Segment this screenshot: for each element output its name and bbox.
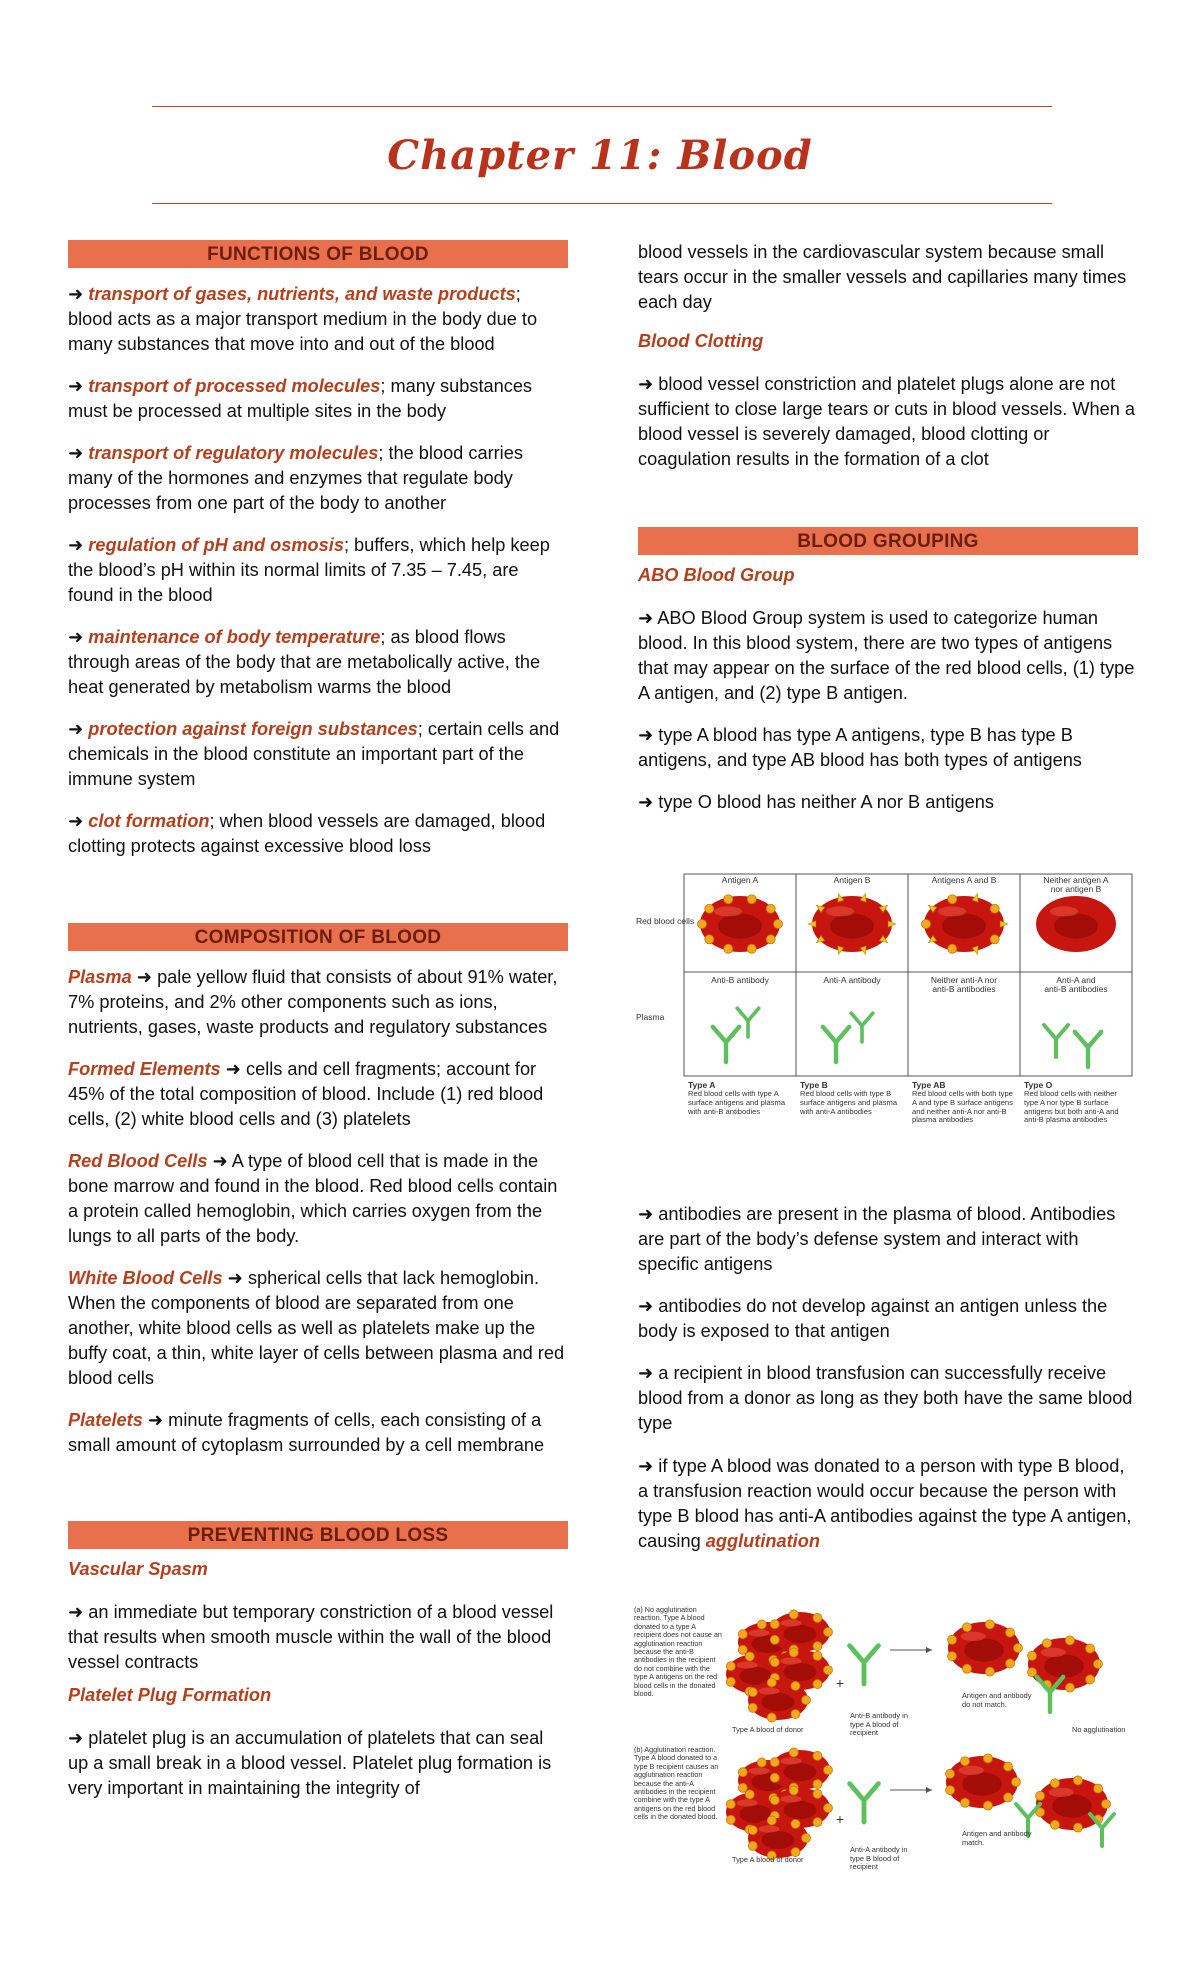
list-item: ➜ transport of gases, nutrients, and waste products; blood acts as a major transport medium in the body due to many substances that move into and out of the blood (68, 284, 538, 354)
antigen-b (888, 921, 896, 927)
blood-type-label: Type A (688, 1080, 716, 1090)
antigen-a (770, 1773, 779, 1782)
antigen-a (770, 1758, 779, 1767)
grouping-bullets-a (638, 606, 1138, 815)
antigen-a (948, 895, 957, 904)
row-label-plasma: Plasma (636, 1012, 665, 1022)
antigen-a (726, 1800, 735, 1809)
antigen-b (1000, 921, 1008, 927)
antigen-a (946, 1786, 955, 1795)
antigen-a (946, 1769, 955, 1778)
list-item-text: ; many substances must be processed at multiple sites in the body (68, 376, 533, 421)
antigen-a (824, 1628, 833, 1637)
antigen-a (791, 1681, 800, 1690)
list-item: ➜ transport of regulatory molecules; the blood carries many of the hormones and enzymes that regulate body processes from one part of the body to another (68, 443, 523, 513)
antigen-a (824, 1666, 833, 1675)
antigen-a (802, 1696, 811, 1705)
agglutination-figure (632, 1604, 1172, 1872)
left-column (68, 240, 568, 1801)
abo-title: ABO Blood Group (638, 565, 795, 585)
blood-type-label: Type O (1024, 1080, 1053, 1090)
list-item-text: ; the blood carries many of the hormones and enzymes that regulate body processes from one part of the body to another (68, 443, 523, 513)
list-item-term: protection against foreign substances (88, 719, 418, 739)
antigen-label: Antigen B (833, 875, 871, 885)
platelet-plug-text: ➜ platelet plug is an accumulation of platelets that can seal up a small break in a blood vessel. Platelet plug formation is very important in maintaining the integrity of (68, 1728, 552, 1798)
list-item-term: Formed Elements (68, 1059, 221, 1079)
antigen-a (1004, 1793, 1013, 1802)
antigen-a (747, 944, 756, 953)
antibody-label: Anti-A antibody (823, 975, 881, 985)
antigen-a (698, 920, 707, 929)
blood-type-label: Type B (800, 1080, 828, 1090)
list-item: Platelets ➜ minute fragments of cells, each consisting of a small amount of cytoplasm surrounded by a cell membrane (68, 1410, 545, 1455)
antigen-a (1086, 1644, 1095, 1653)
svg-text:+: + (835, 1811, 845, 1827)
antigen-a (1051, 1779, 1060, 1788)
list-item-term: clot formation (88, 811, 210, 831)
antigen-a (1051, 1820, 1060, 1829)
figure-label: Type A blood of donor (732, 1725, 804, 1734)
antigen-a (824, 1766, 833, 1775)
antigen-a (1028, 1651, 1037, 1660)
antigen-a (961, 1798, 970, 1807)
antibody-label: anti-B antibodies (1044, 984, 1108, 994)
antigen-a (738, 1630, 747, 1639)
svg-text:+: + (835, 1675, 845, 1691)
figure-label: Antigen and antibody do not match. (962, 1691, 1032, 1709)
antibody-label: Anti-A and (1056, 975, 1096, 985)
antigen-a (705, 904, 714, 913)
list-item-text: cells and cell fragments; account for 45% of the total composition of blood. Include (1) red blood cells, (2) white blood cells and (3) platelets (68, 1059, 544, 1129)
list-item-term: Platelets (68, 1410, 143, 1430)
antigen-a (1073, 1776, 1082, 1785)
antigen-a (1094, 1784, 1103, 1793)
list-item-text: ; buffers, which help keep the blood’s pH within its normal limits of 7.35 – 7.45, are found in the blood (68, 535, 550, 605)
list-item-term: transport of gases, nutrients, and waste products (88, 284, 516, 304)
antigen-a (1012, 1778, 1021, 1787)
antigen-a (757, 1758, 766, 1767)
antigen-a (813, 1651, 822, 1660)
antibody (850, 1646, 879, 1684)
row-label-rbc: Red blood cells (636, 916, 695, 926)
list-item-text: ; when blood vessels are damaged, blood clotting protects against excessive blood loss (68, 811, 546, 856)
platelet-plug-text-continued: blood vessels in the cardiovascular system because small tears occur in the smaller vessels and capillaries many times each day (638, 242, 1127, 312)
list-item-term: maintenance of body temperature (88, 627, 381, 647)
functions-list (68, 282, 568, 859)
figure-label: No agglutination (1072, 1725, 1126, 1734)
antibody-label: anti-B antibodies (932, 984, 996, 994)
page-title: Chapter 11: Blood (387, 132, 813, 179)
antigen-a (748, 1688, 757, 1697)
antigen-label: Antigens A and B (931, 875, 997, 885)
antigen-a (813, 1780, 822, 1789)
antigen-a (770, 1796, 779, 1805)
bullet-item: ➜ antibodies do not develop against an antigen unless the body is exposed to that antigen (638, 1296, 1108, 1341)
bullet-item: ➜ a recipient in blood transfusion can successfully receive blood from a donor as long as they both have the same blood type (638, 1363, 1133, 1433)
list-item-term: transport of regulatory molecules (88, 443, 379, 463)
antigen-a (745, 1652, 754, 1661)
antigen-a (745, 1790, 754, 1799)
figure-label: Anti-B antibody in type A blood of recipient (850, 1711, 908, 1738)
antigen-a (724, 944, 733, 953)
abo-blood-types-figure (636, 872, 1136, 1144)
antigen-a (705, 935, 714, 944)
antigen-a (748, 1841, 757, 1850)
antigen-a (748, 1826, 757, 1835)
list-item-text: minute fragments of cells, each consisting of a small amount of cytoplasm surrounded by a cell membrane (68, 1410, 545, 1455)
antigen-a (990, 935, 999, 944)
antigen-a (1065, 1683, 1074, 1692)
antigen-a (813, 1642, 822, 1651)
antigen-a (961, 1757, 970, 1766)
antigen-a (802, 1834, 811, 1843)
antibody (713, 1027, 739, 1062)
antibody (1075, 1032, 1101, 1067)
vascular-spasm-title: Vascular Spasm (68, 1559, 208, 1579)
agglutination-caption: (b) Agglutination reaction. Type A blood donated to a type B recipient causes an agglutination reaction because the anti-A antibodies in the recipient combine with the type A antigens on the red blood cells in the donated blood. (634, 1745, 719, 1822)
blood-type-description: Red blood cells with type B surface antigens and plasma with anti-A antibodies (800, 1089, 898, 1116)
list-item-text: spherical cells that lack hemoglobin. When the components of blood are separated from one another, white blood cells as well as platelets make up the buffy coat, a thin, white layer of cells between plasma and red blood cells (68, 1268, 565, 1388)
list-item-term: Red Blood Cells (68, 1151, 208, 1171)
antibody-label: Neither anti-A nor (930, 975, 998, 985)
bullet-item: ➜ antibodies are present in the plasma of blood. Antibodies are part of the body’s defense system and interact with specific antigens (638, 1204, 1116, 1274)
antigen-a (789, 1610, 798, 1619)
antigen-a (985, 1667, 994, 1676)
antigen-a (990, 904, 999, 913)
antigen-a (948, 1652, 957, 1661)
antigen-a (963, 1623, 972, 1632)
antigen-a (767, 1713, 776, 1722)
title-underline (152, 203, 1052, 204)
antigen-a (791, 1819, 800, 1828)
antigen-a (770, 1620, 779, 1629)
antigen-a (813, 1818, 822, 1827)
list-item: Formed Elements ➜ cells and cell fragments; account for 45% of the total composition of blood. Include (1) red blood cells, (2) white blood cells and (3) platelets (68, 1059, 544, 1129)
antigen-a (1006, 1659, 1015, 1668)
antigen-a (1065, 1636, 1074, 1645)
antigen-a (770, 1635, 779, 1644)
blood-type-label: Type AB (912, 1080, 946, 1090)
blood-type-description: Red blood cells with neither type A nor type B surface antigens but both anti-A and anti-B plasma antibodies (1024, 1089, 1119, 1125)
right-column (638, 240, 1138, 815)
antigen-a (1073, 1823, 1082, 1832)
figure-label: Anti-A antibody in type B blood of recipient (850, 1845, 908, 1872)
antigen-a (766, 935, 775, 944)
list-item-term: regulation of pH and osmosis (88, 535, 344, 555)
antigen-a (813, 1680, 822, 1689)
antigen-a (1043, 1639, 1052, 1648)
antigen-a (813, 1751, 822, 1760)
antigen-label: Antigen A (721, 875, 759, 885)
antigen-a (824, 1804, 833, 1813)
list-item: ➜ protection against foreign substances; certain cells and chemicals in the blood constitute an important part of the immune system (68, 719, 560, 789)
list-item-term: transport of processed molecules (88, 376, 381, 396)
antigen-a (738, 1768, 747, 1777)
antibody (823, 1027, 849, 1062)
antibody-label: Anti-B antibody (711, 975, 769, 985)
antigen-a (757, 1620, 766, 1629)
list-item-text: ; blood acts as a major transport medium in the body due to many substances that move into and out of the blood (68, 284, 538, 354)
antigen-a (983, 1801, 992, 1810)
antigen-b (808, 921, 816, 927)
antibody (850, 1784, 879, 1822)
antigen-a (948, 944, 957, 953)
bullet-item: ➜ type O blood has neither A nor B antigens (638, 792, 994, 812)
blood-clotting-title: Blood Clotting (638, 331, 764, 351)
list-item: Red Blood Cells ➜ A type of blood cell that is made in the bone marrow and found in the blood. Red blood cells contain a protein called hemoglobin, which carries oxygen from the lungs to all parts of the body. (68, 1151, 558, 1246)
no-agglutination-caption: (a) No agglutination reaction. Type A blood donated to a type A recipient does not cause an agglutination reaction because the anti-B antibodies in the recipient do not combine with the type A antigens on the red blood cells in the donated blood. (634, 1605, 722, 1699)
antigen-a (922, 920, 931, 929)
blood-type-description: Red blood cells with type A surface antigens and plasma with anti-B antibodies (688, 1089, 786, 1116)
antigen-a (1014, 1644, 1023, 1653)
antigen-a (774, 920, 783, 929)
antigen-a (770, 1658, 779, 1667)
antigen-a (1086, 1675, 1095, 1684)
antigen-label: Neither antigen A (1043, 875, 1109, 885)
antigen-a (1036, 1791, 1045, 1800)
preventing-header: PREVENTING BLOOD LOSS (68, 1521, 568, 1549)
antibody (851, 1013, 873, 1042)
list-item: ➜ maintenance of body temperature; as blood flows through areas of the body that are metabolically active, the heat generated by metabolism warms the blood (68, 627, 541, 697)
antigen-a (724, 895, 733, 904)
list-item-text: pale yellow fluid that consists of about 91% water, 7% proteins, and 2% other components such as ions, nutrients, gases, waste products and regulatory substances (68, 967, 558, 1037)
list-item-text: ; certain cells and chemicals in the blood constitute an important part of the immune system (68, 719, 560, 789)
composition-list (68, 965, 568, 1458)
antigen-a (747, 895, 756, 904)
antigen-a (948, 1635, 957, 1644)
antigen-a (766, 904, 775, 913)
antigen-a (726, 1662, 735, 1671)
antigen-a (813, 1613, 822, 1622)
grouping-header: BLOOD GROUPING (638, 527, 1138, 555)
figure-label: Type A blood of donor (732, 1855, 804, 1864)
figure-label: Antigen and antibody match. (962, 1829, 1032, 1847)
antigen-a (767, 1816, 776, 1825)
blood-clotting-text: ➜ blood vessel constriction and platelet plugs alone are not sufficient to close large tears or cuts in blood vessels. When a blood vessel is severely damaged, blood clotting or coagulation results in the formation of a clot (638, 374, 1136, 469)
antigen-a (738, 1645, 747, 1654)
transfusion-reaction-text: ➜ if type A blood was donated to a person with type B blood, a transfusion reaction would occur because the person with type B blood has anti-A antibodies against the type A antigen, causing agglutination (638, 1456, 1132, 1551)
antigen-a (726, 1677, 735, 1686)
list-item-text: ; as blood flows through areas of the body that are metabolically active, the heat generated by metabolism warms the blood (68, 627, 541, 697)
antigen-a (1094, 1660, 1103, 1669)
list-item-text: A type of blood cell that is made in the bone marrow and found in the blood. Red blood cells contain a protein called hemoglobin, which carries oxygen from the lungs to all parts of the body. (68, 1151, 558, 1246)
list-item: Plasma ➜ pale yellow fluid that consists of about 91% water, 7% proteins, and 2% other components such as ions, nutrients, gases, waste products and regulatory substances (68, 967, 558, 1037)
antigen-a (789, 1786, 798, 1795)
bullet-item: ➜ ABO Blood Group system is used to categorize human blood. In this blood system, there are two types of antigens that may appear on the surface of the red blood cells, (1) type A antigen, and (2) type B antigen. (638, 608, 1135, 703)
antigen-a (791, 1710, 800, 1719)
antibody (1044, 1025, 1068, 1057)
antigen-a (963, 1664, 972, 1673)
bullet-item: ➜ type A blood has type A antigens, type B has type B antigens, and type AB blood has both types of antigens (638, 725, 1082, 770)
antigen-label: nor antigen B (1050, 884, 1102, 894)
antigen-a (789, 1648, 798, 1657)
antigen-a (813, 1789, 822, 1798)
list-item-term: White Blood Cells (68, 1268, 223, 1288)
antigen-a (767, 1678, 776, 1687)
platelet-plug-title: Platelet Plug Formation (68, 1685, 272, 1705)
list-item: ➜ regulation of pH and osmosis; buffers, which help keep the blood’s pH within its normal limits of 7.35 – 7.45, are found in the blood (68, 535, 550, 605)
antigen-a (1004, 1762, 1013, 1771)
list-item: White Blood Cells ➜ spherical cells that lack hemoglobin. When the components of blood are separated from one another, white blood cells as well as platelets make up the buffy coat, a thin, white layer of cells between plasma and red blood cells (68, 1268, 565, 1388)
list-item-term: Plasma (68, 967, 132, 987)
antigen-a (748, 1703, 757, 1712)
blood-type-description: Red blood cells with both type A and type B surface antigens and neither anti-A nor anti-B plasma antibodies (912, 1089, 1013, 1125)
functions-header: FUNCTIONS OF BLOOD (68, 240, 568, 268)
composition-header: COMPOSITION OF BLOOD (68, 923, 568, 951)
vascular-spasm-text: ➜ an immediate but temporary constriction of a blood vessel that results when smooth muscle within the wall of the blood vessel contracts (68, 1602, 554, 1672)
antigen-a (1102, 1800, 1111, 1809)
right-column-lower (638, 1202, 1138, 1554)
antigen-a (789, 1748, 798, 1757)
top-rule (152, 106, 1052, 107)
antigen-a (1006, 1628, 1015, 1637)
list-item: ➜ clot formation; when blood vessels are damaged, blood clotting protects against excessive blood loss (68, 811, 546, 856)
antigen-a (985, 1620, 994, 1629)
list-item: ➜ transport of processed molecules; many substances must be processed at multiple sites in the body (68, 376, 533, 421)
antigen-a (738, 1783, 747, 1792)
grouping-bullets-b (638, 1202, 1138, 1436)
antigen-a (726, 1815, 735, 1824)
antibody (737, 1008, 759, 1037)
antigen-a (983, 1754, 992, 1763)
